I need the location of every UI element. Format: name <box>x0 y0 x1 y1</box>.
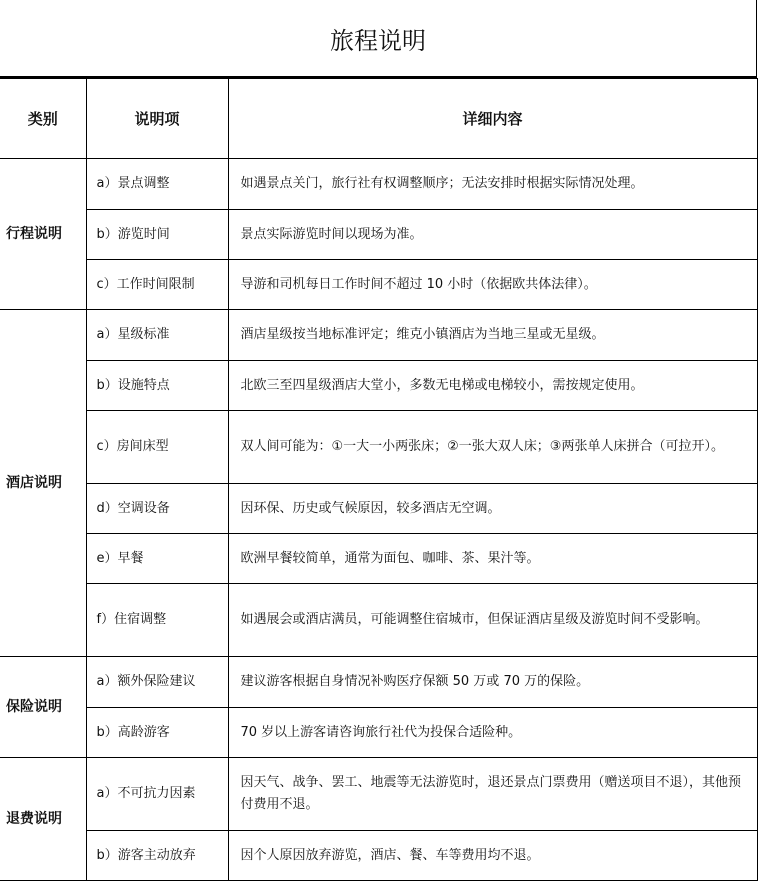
row-detail: 如遇展会或酒店满员，可能调整住宿城市，但保证酒店星级及游览时间不受影响。 <box>228 584 757 657</box>
row-detail: 导游和司机每日工作时间不超过 10 小时（依据欧共体法律）。 <box>228 260 757 310</box>
header-category: 类别 <box>0 79 86 159</box>
table-row <box>0 411 757 484</box>
table-row <box>0 310 757 361</box>
table-row <box>0 159 757 210</box>
category-itinerary: 行程说明 <box>0 159 86 310</box>
row-detail: 北欧三至四星级酒店大堂小，多数无电梯或电梯较小，需按规定使用。 <box>228 361 757 411</box>
table-row <box>0 657 757 708</box>
table-row <box>0 484 757 534</box>
row-item: a）景点调整 <box>86 159 228 210</box>
row-item: c）房间床型 <box>86 411 228 484</box>
table-row <box>0 534 757 584</box>
itinerary-table <box>0 78 758 881</box>
table-row <box>0 708 757 758</box>
row-detail: 景点实际游览时间以现场为准。 <box>228 210 757 260</box>
row-detail: 欧洲早餐较简单，通常为面包、咖啡、茶、果汁等。 <box>228 534 757 584</box>
header-item: 说明项 <box>86 79 228 159</box>
row-detail: 建议游客根据自身情况补购医疗保额 50 万或 70 万的保险。 <box>228 657 757 708</box>
row-item: f）住宿调整 <box>86 584 228 657</box>
row-item: a）不可抗力因素 <box>86 758 228 831</box>
row-detail: 酒店星级按当地标准评定；维克小镇酒店为当地三星或无星级。 <box>228 310 757 361</box>
header-detail: 详细内容 <box>228 79 757 159</box>
row-item: b）游览时间 <box>86 210 228 260</box>
category-refund: 退费说明 <box>0 758 86 881</box>
category-hotel: 酒店说明 <box>0 310 86 657</box>
row-item: d）空调设备 <box>86 484 228 534</box>
table-row <box>0 584 757 657</box>
table-row <box>0 361 757 411</box>
row-detail: 70 岁以上游客请咨询旅行社代为投保合适险种。 <box>228 708 757 758</box>
row-item: a）星级标准 <box>86 310 228 361</box>
row-item: c）工作时间限制 <box>86 260 228 310</box>
row-item: b）游客主动放弃 <box>86 831 228 881</box>
row-detail: 因环保、历史或气候原因，较多酒店无空调。 <box>228 484 757 534</box>
row-detail: 如遇景点关门，旅行社有权调整顺序；无法安排时根据实际情况处理。 <box>228 159 757 210</box>
category-insurance: 保险说明 <box>0 657 86 758</box>
row-item: a）额外保险建议 <box>86 657 228 708</box>
row-item: e）早餐 <box>86 534 228 584</box>
row-detail: 因个人原因放弃游览，酒店、餐、车等费用均不退。 <box>228 831 757 881</box>
row-detail: 双人间可能为：①一大一小两张床；②一张大双人床；③两张单人床拼合（可拉开）。 <box>228 411 757 484</box>
row-detail: 因天气、战争、罢工、地震等无法游览时，退还景点门票费用（赠送项目不退），其他预付费用不退。 <box>228 758 757 831</box>
table-row <box>0 758 757 831</box>
table-row <box>0 831 757 881</box>
row-item: b）高龄游客 <box>86 708 228 758</box>
row-item: b）设施特点 <box>86 361 228 411</box>
table-row <box>0 260 757 310</box>
table-row <box>0 210 757 260</box>
document-title: 旅程说明 <box>0 0 757 78</box>
